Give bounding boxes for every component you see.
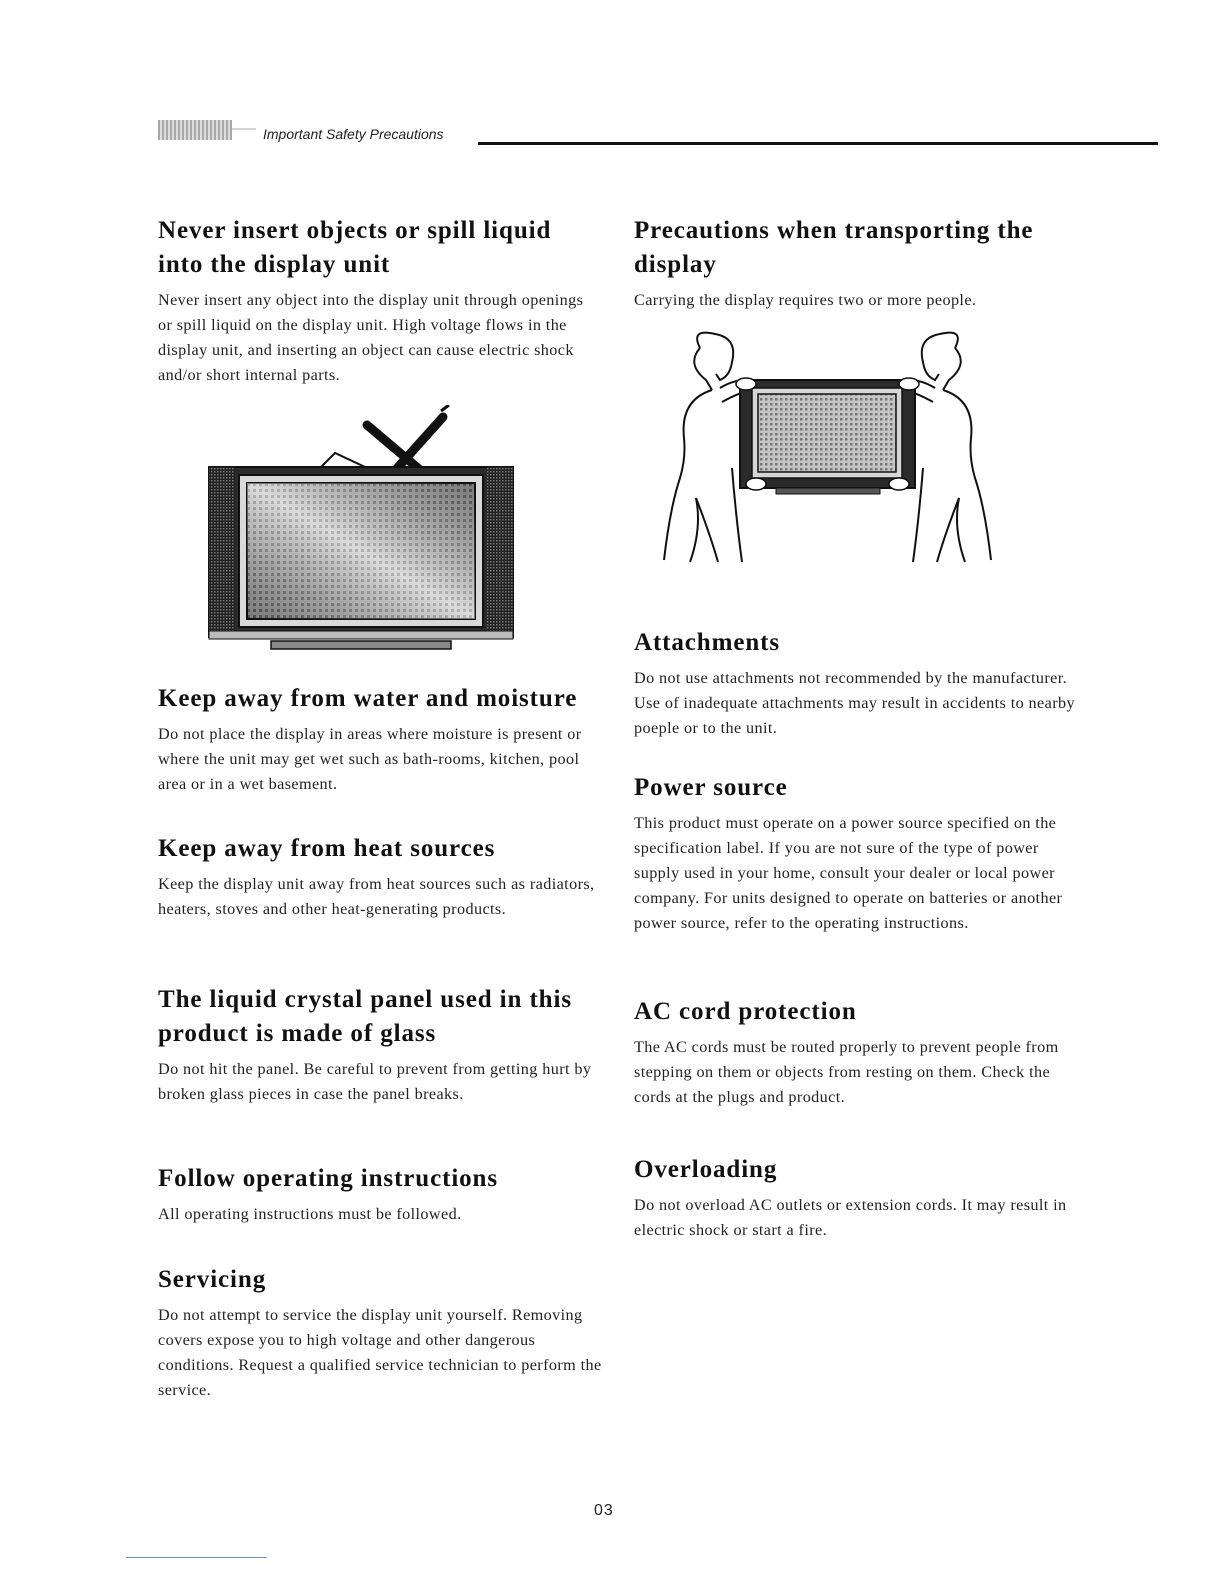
section-heading: Power source (634, 774, 788, 801)
section-heading: Keep away from heat sources (158, 835, 496, 862)
section-heading: The liquid crystal panel used in this product is made of glass (158, 986, 572, 1047)
page-number: 03 (594, 1502, 614, 1519)
section-heat-sources (158, 832, 603, 922)
section-heading: Overloading (634, 1156, 778, 1183)
section-heading: Follow operating instructions (158, 1165, 498, 1192)
section-ac-cord (634, 995, 1079, 1110)
section-body: Do not hit the panel. Be careful to prevent from getting hurt by broken glass pieces in case the panel breaks. (158, 1060, 592, 1103)
page-header (158, 118, 1158, 148)
header-pattern-icon (158, 120, 232, 140)
section-heading: Precautions when transporting the display (634, 217, 1034, 278)
header-title: Important Safety Precautions (263, 126, 444, 142)
section-transport (634, 214, 1084, 313)
section-body: Do not use attachments not recommended by the manufacturer. Use of inadequate attachments may result in accidents to nearby poeple or to the unit. (634, 669, 1075, 737)
section-power-source (634, 771, 1079, 936)
section-body: This product must operate on a power source specified on the specification label. If you are not sure of the type of power supply used in your home, consult your dealer or local power company. For units designed to operate on batteries or another power source, refer to the operating instructions. (634, 814, 1063, 932)
section-overloading (634, 1153, 1079, 1243)
section-body: The AC cords must be routed properly to prevent people from stepping on them or objects from resting on them. Check the cords at the plugs and product. (634, 1038, 1059, 1106)
section-body: Do not place the display in areas where moisture is present or where the unit may get wet such as bath-rooms, kitchen, pool area or in a wet basement. (158, 725, 582, 793)
section-follow-instructions (158, 1162, 603, 1227)
section-glass-panel (158, 983, 608, 1107)
tv-liquid-prohibited-icon (205, 405, 517, 655)
section-heading: Servicing (158, 1266, 267, 1293)
section-body: Do not attempt to service the display unit yourself. Removing covers expose you to high voltage and other dangerous conditions. Request a qualified service technician to perform the service. (158, 1306, 602, 1399)
section-never-insert (158, 214, 598, 388)
section-body: Keep the display unit away from heat sources such as radiators, heaters, stoves and other heat-generating products. (158, 875, 595, 918)
section-heading: Never insert objects or spill liquid into the display unit (158, 217, 552, 278)
footer-rule (126, 1557, 267, 1558)
section-heading: Keep away from water and moisture (158, 685, 578, 712)
section-heading: Attachments (634, 629, 780, 656)
section-body: Do not overload AC outlets or extension cords. It may result in electric shock or start a fire. (634, 1196, 1067, 1239)
section-water-moisture (158, 682, 608, 797)
carrying-tv-icon (660, 328, 995, 568)
section-servicing (158, 1263, 603, 1403)
section-heading: AC cord protection (634, 998, 857, 1025)
section-attachments (634, 626, 1079, 741)
section-body: Never insert any object into the display unit through openings or spill liquid on the display unit. High voltage flows in the display unit, and inserting an object can cause electric shock and/or short internal parts. (158, 291, 584, 384)
section-body: All operating instructions must be followed. (158, 1205, 462, 1223)
header-rule (478, 142, 1158, 145)
section-body: Carrying the display requires two or more people. (634, 291, 977, 309)
